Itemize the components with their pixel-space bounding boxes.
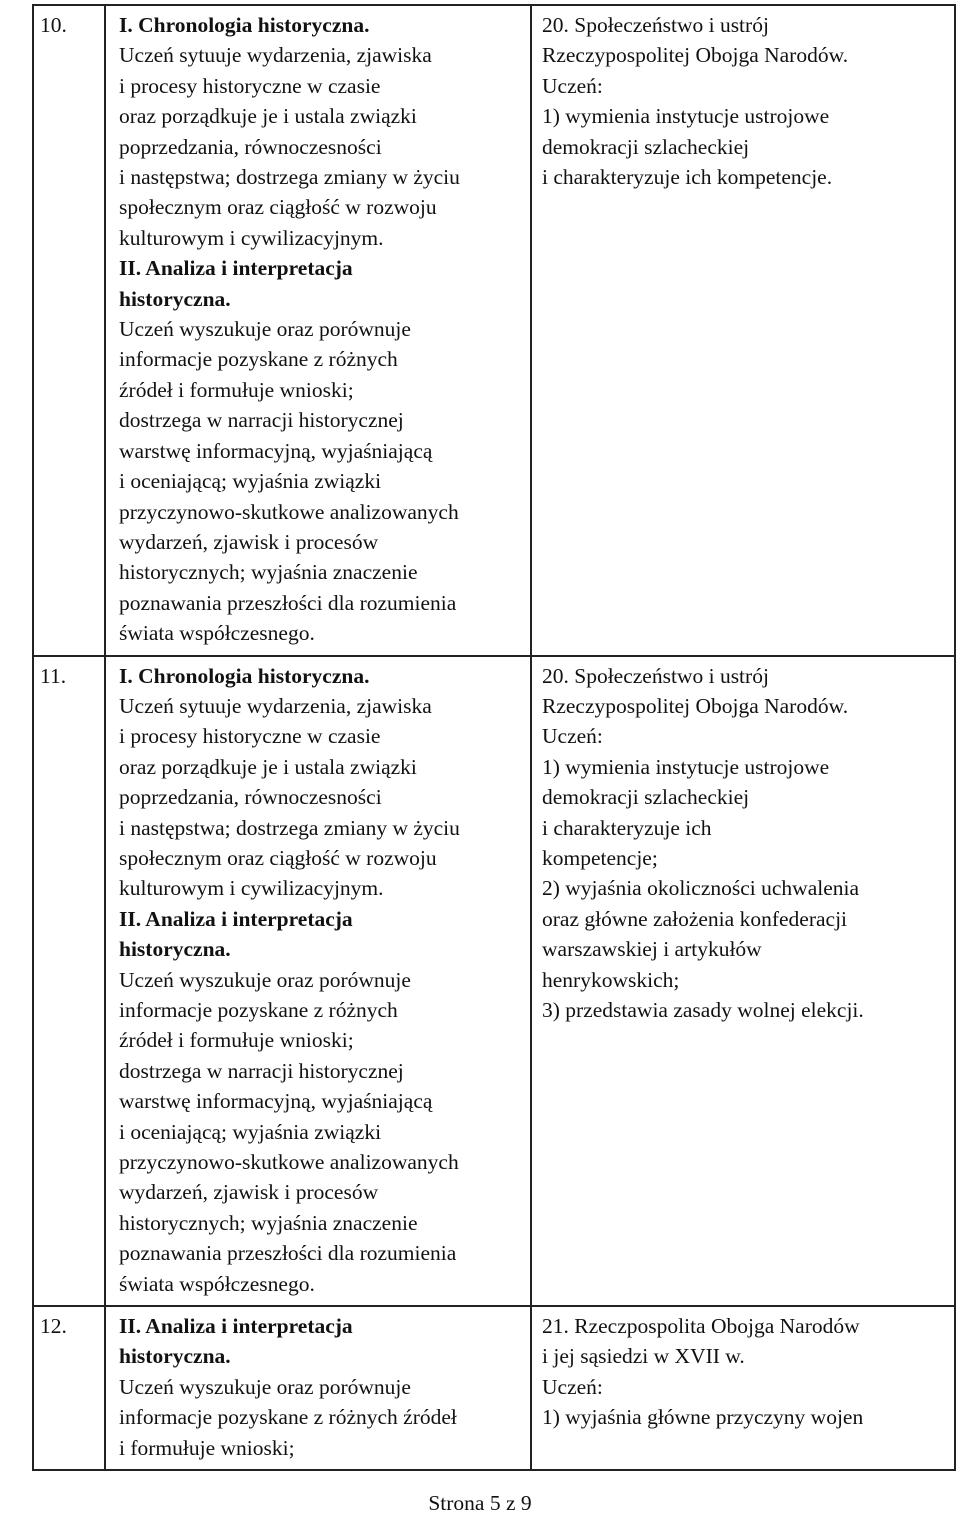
content-line: Uczeń: <box>542 724 603 749</box>
requirement-line: I. Chronologia historyczna. <box>119 13 370 37</box>
content-line: 20. Społeczeństwo i ustrój <box>542 13 769 37</box>
table-row <box>33 1306 955 1470</box>
requirement-line: i następstwa; dostrzega zmiany w życiu <box>119 815 460 840</box>
general-requirements-cell <box>105 1306 531 1470</box>
general-requirements-cell <box>105 656 531 1307</box>
detailed-requirements-cell <box>531 5 955 656</box>
requirement-line: poznawania przeszłości dla rozumienia <box>119 590 457 615</box>
content-line: 1) wymienia instytucje ustrojowe <box>542 754 830 779</box>
requirement-line: przyczynowo-skutkowe analizowanych <box>119 1150 459 1175</box>
requirement-line: historycznych; wyjaśnia znaczenie <box>119 560 418 585</box>
requirement-line: i procesy historyczne w czasie <box>119 724 381 749</box>
requirement-line: historyczna. <box>119 937 231 962</box>
row-number-cell <box>33 5 105 656</box>
requirement-line: oraz porządkuje je i ustala związki <box>119 754 417 779</box>
requirement-line: świata współczesnego. <box>119 621 315 646</box>
content-line: 21. Rzeczpospolita Obojga Narodów <box>542 1314 860 1339</box>
row-number: 12. <box>40 1314 67 1339</box>
content-line: kompetencje; <box>542 845 658 870</box>
requirement-line: informacje pozyskane z różnych <box>119 347 398 372</box>
requirement-line: przyczynowo-skutkowe analizowanych <box>119 499 459 524</box>
requirement-line: poprzedzania, równoczesności <box>119 134 382 159</box>
content-line: 1) wyjaśnia główne przyczyny wojen <box>542 1405 864 1430</box>
requirement-line: wydarzeń, zjawisk i procesów <box>119 1180 379 1205</box>
requirement-line: II. Analiza i interpretacja <box>119 256 353 281</box>
general-requirements-cell <box>105 5 531 656</box>
content-line: i charakteryzuje ich <box>542 815 712 840</box>
requirement-line: Uczeń wyszukuje oraz porównuje <box>119 967 411 992</box>
requirement-line: i procesy historyczne w czasie <box>119 73 381 98</box>
requirement-line: poprzedzania, równoczesności <box>119 785 382 810</box>
page-footer: Strona 5 z 9 <box>428 1491 532 1515</box>
requirement-line: historyczna. <box>119 286 231 311</box>
row-number-cell <box>33 1306 105 1470</box>
requirement-line: I. Chronologia historyczna. <box>119 663 370 688</box>
requirement-line: i następstwa; dostrzega zmiany w życiu <box>119 165 460 190</box>
content-line: 2) wyjaśnia okoliczności uchwalenia <box>542 876 860 901</box>
requirement-line: wydarzeń, zjawisk i procesów <box>119 529 379 554</box>
content-line: henrykowskich; <box>542 967 680 992</box>
content-line: 20. Społeczeństwo i ustrój <box>542 663 769 688</box>
content-line: i charakteryzuje ich kompetencje. <box>542 165 833 190</box>
requirement-line: informacje pozyskane z różnych <box>119 998 398 1022</box>
requirement-line: i formułuje wnioski; <box>119 1435 295 1460</box>
table-row <box>33 656 955 1307</box>
content-line: demokracji szlacheckiej <box>542 785 750 810</box>
content-line: warszawskiej i artykułów <box>542 937 762 962</box>
requirement-line: warstwę informacyjną, wyjaśniającą <box>119 1089 433 1114</box>
detailed-requirements-cell <box>531 656 955 1307</box>
requirement-line: informacje pozyskane z różnych źródeł <box>119 1405 457 1430</box>
requirement-line: II. Analiza i interpretacja <box>119 1314 353 1339</box>
requirement-line: kulturowym i cywilizacyjnym. <box>119 225 384 250</box>
requirement-line: historyczna. <box>119 1344 231 1369</box>
content-line: Uczeń: <box>542 1374 603 1399</box>
requirement-line: Uczeń sytuuje wydarzenia, zjawiska <box>119 43 432 68</box>
content-line: 3) przedstawia zasady wolnej elekcji. <box>542 998 864 1022</box>
requirement-line: kulturowym i cywilizacyjnym. <box>119 876 384 901</box>
content-line: i jej sąsiedzi w XVII w. <box>542 1344 745 1369</box>
content-line: Rzeczypospolitej Obojga Narodów. <box>542 43 849 68</box>
content-line: demokracji szlacheckiej <box>542 134 750 159</box>
table-row <box>33 5 955 656</box>
requirement-line: społecznym oraz ciągłość w rozwoju <box>119 845 437 870</box>
row-number: 11. <box>40 663 67 688</box>
requirement-line: i oceniającą; wyjaśnia związki <box>119 469 382 494</box>
requirement-line: oraz porządkuje je i ustala związki <box>119 104 417 129</box>
row-number-cell <box>33 656 105 1307</box>
requirement-line: poznawania przeszłości dla rozumienia <box>119 1241 457 1266</box>
requirement-line: źródeł i formułuje wnioski; <box>119 1028 354 1053</box>
requirement-line: Uczeń wyszukuje oraz porównuje <box>119 1374 411 1399</box>
requirement-line: źródeł i formułuje wnioski; <box>119 377 354 402</box>
requirement-line: dostrzega w narracji historycznej <box>119 408 404 433</box>
requirement-line: i oceniającą; wyjaśnia związki <box>119 1119 382 1144</box>
requirement-line: Uczeń wyszukuje oraz porównuje <box>119 317 411 342</box>
requirement-line: dostrzega w narracji historycznej <box>119 1058 404 1083</box>
requirement-line: społecznym oraz ciągłość w rozwoju <box>119 195 437 220</box>
content-line: Rzeczypospolitej Obojga Narodów. <box>542 693 849 718</box>
detailed-requirements-cell <box>531 1306 955 1470</box>
requirement-line: warstwę informacyjną, wyjaśniającą <box>119 438 433 463</box>
content-line: oraz główne założenia konfederacji <box>542 906 848 931</box>
requirement-line: Uczeń sytuuje wydarzenia, zjawiska <box>119 693 432 718</box>
content-line: 1) wymienia instytucje ustrojowe <box>542 104 830 129</box>
requirement-line: II. Analiza i interpretacja <box>119 906 353 931</box>
requirement-line: świata współczesnego. <box>119 1271 315 1296</box>
curriculum-table <box>32 4 956 1471</box>
row-number: 10. <box>40 13 67 37</box>
content-line: Uczeń: <box>542 73 603 98</box>
requirement-line: historycznych; wyjaśnia znaczenie <box>119 1210 418 1235</box>
